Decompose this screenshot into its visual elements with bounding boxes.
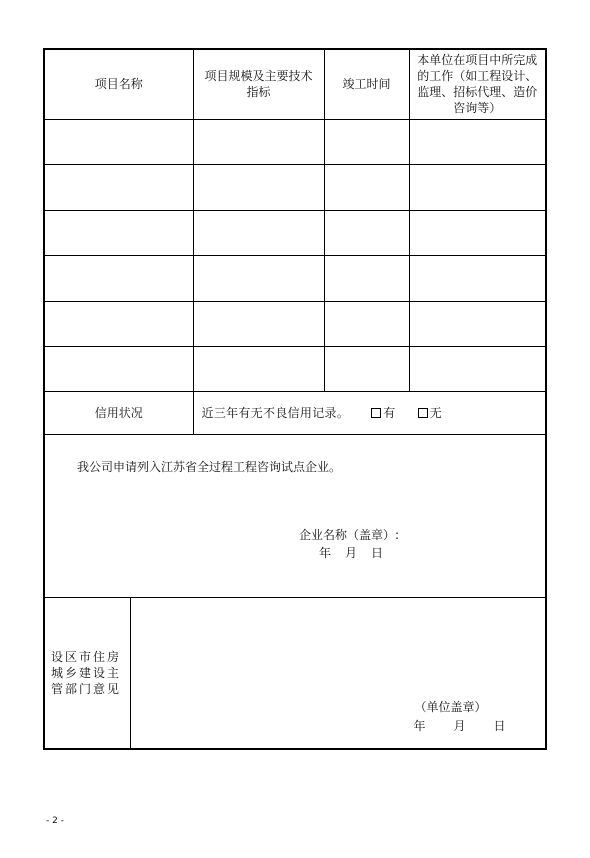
cell-project-name[interactable] bbox=[44, 210, 193, 255]
header-completion-time: 竣工时间 bbox=[324, 49, 409, 119]
department-date bbox=[414, 718, 534, 734]
cell-work-done[interactable] bbox=[409, 255, 546, 301]
cell-completion-time[interactable] bbox=[324, 255, 409, 301]
credit-label: 信用状况 bbox=[44, 391, 193, 434]
cell-project-name[interactable] bbox=[44, 346, 193, 391]
option-yes-label: 有 bbox=[383, 405, 396, 420]
cell-completion-time[interactable] bbox=[324, 119, 409, 164]
checkbox-yes[interactable] bbox=[371, 408, 381, 418]
cell-work-done[interactable] bbox=[409, 119, 546, 164]
cell-project-scale[interactable] bbox=[193, 210, 324, 255]
unit-stamp-label: （单位盖章） bbox=[414, 699, 487, 714]
table-row bbox=[44, 346, 546, 391]
cell-completion-time[interactable] bbox=[324, 164, 409, 210]
date-month: 月 bbox=[453, 718, 466, 733]
date-year: 年 bbox=[319, 545, 332, 560]
date-day: 日 bbox=[493, 718, 506, 733]
option-no[interactable] bbox=[418, 406, 442, 420]
cell-project-name[interactable] bbox=[44, 255, 193, 301]
date-day: 日 bbox=[371, 545, 384, 560]
option-yes[interactable] bbox=[371, 406, 395, 420]
header-work-done: 本单位在项目中所完成的工作（如工程设计、监理、招标代理、造价咨询等） bbox=[409, 49, 546, 119]
cell-project-scale[interactable] bbox=[193, 255, 324, 301]
checkbox-no[interactable] bbox=[418, 408, 428, 418]
cell-project-name[interactable] bbox=[44, 164, 193, 210]
company-name-label: 企业名称（盖章）: bbox=[299, 527, 400, 542]
application-row bbox=[44, 434, 546, 597]
cell-work-done[interactable] bbox=[409, 301, 546, 346]
project-form-table bbox=[43, 48, 547, 750]
cell-project-scale[interactable] bbox=[193, 301, 324, 346]
header-project-scale: 项目规模及主要技术指标 bbox=[193, 49, 324, 119]
cell-work-done[interactable] bbox=[409, 164, 546, 210]
cell-work-done[interactable] bbox=[409, 346, 546, 391]
table-row bbox=[44, 119, 546, 164]
cell-project-scale[interactable] bbox=[193, 346, 324, 391]
cell-completion-time[interactable] bbox=[324, 210, 409, 255]
credit-question: 近三年有无不良信用记录。 bbox=[201, 405, 350, 420]
date-year: 年 bbox=[413, 718, 426, 733]
cell-project-name[interactable] bbox=[44, 119, 193, 164]
header-row bbox=[44, 49, 546, 119]
cell-project-name[interactable] bbox=[44, 301, 193, 346]
cell-completion-time[interactable] bbox=[324, 346, 409, 391]
header-project-name: 项目名称 bbox=[44, 49, 193, 119]
cell-project-scale[interactable] bbox=[193, 119, 324, 164]
table-row bbox=[44, 210, 546, 255]
application-date bbox=[319, 545, 397, 561]
date-month: 月 bbox=[345, 545, 358, 560]
credit-row bbox=[44, 391, 546, 434]
table-row bbox=[44, 164, 546, 210]
option-no-label: 无 bbox=[429, 405, 442, 420]
department-label: 设区市住房城乡建设主管部门意见 bbox=[44, 597, 130, 749]
department-opinion[interactable] bbox=[130, 597, 546, 749]
application-statement: 我公司申请列入江苏省全过程工程咨询试点企业。 bbox=[77, 459, 342, 474]
table-row bbox=[44, 301, 546, 346]
cell-work-done[interactable] bbox=[409, 210, 546, 255]
cell-project-scale[interactable] bbox=[193, 164, 324, 210]
department-row bbox=[44, 597, 546, 749]
table-row bbox=[44, 255, 546, 301]
cell-completion-time[interactable] bbox=[324, 301, 409, 346]
credit-status bbox=[193, 391, 546, 434]
page-number: - 2 - bbox=[46, 816, 64, 826]
application-cell bbox=[44, 434, 546, 597]
